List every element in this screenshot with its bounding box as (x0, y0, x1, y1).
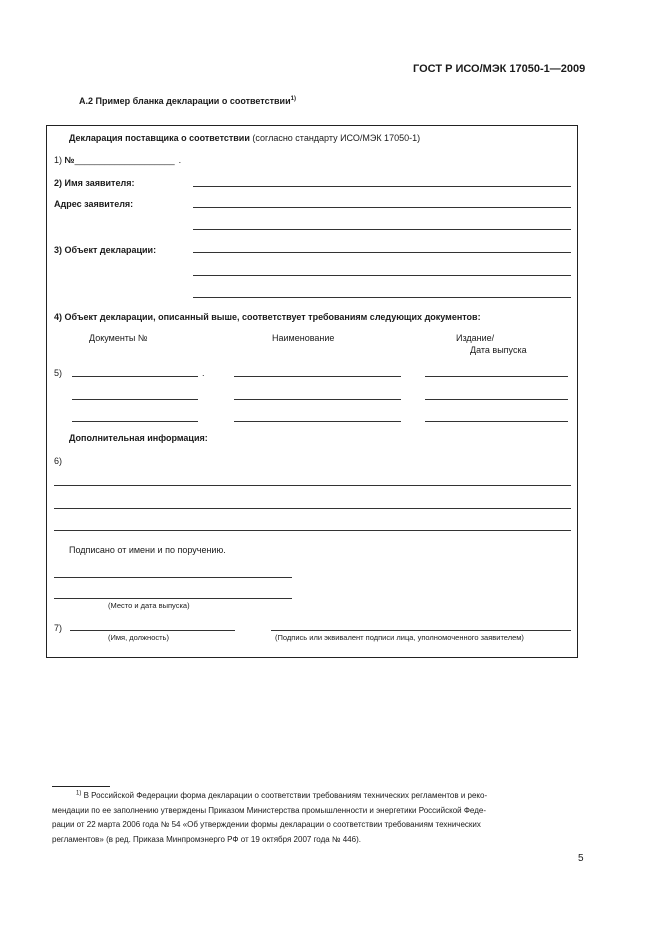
column-release-date: Дата выпуска (470, 345, 527, 355)
additional-info-field-2[interactable] (54, 508, 571, 509)
page-number: 5 (578, 853, 584, 864)
applicant-address-label: Адрес заявителя: (54, 199, 134, 209)
signature-field[interactable] (271, 630, 571, 631)
footnote-marker: 1) (76, 790, 82, 797)
conformity-statement: 4) Объект декларации, описанный выше, соответствует требованиям следующих документов: (54, 312, 481, 322)
signer-field[interactable] (54, 577, 292, 578)
additional-info-field-3[interactable] (54, 530, 571, 531)
document-name-field-2[interactable] (234, 399, 401, 400)
column-documents: Документы № (89, 333, 148, 343)
footnote (52, 789, 592, 847)
item5-dot: . (202, 368, 205, 378)
item1-dot: . (178, 155, 182, 165)
declaration-object-field-3[interactable] (193, 297, 571, 298)
item1-blank[interactable]: ____________________ (74, 155, 175, 165)
footnote-text-1: В Российской Федерации форма декларации о соответствии требованиям технических регламентов и реко- (81, 791, 488, 800)
applicant-name-field[interactable] (193, 186, 571, 187)
document-number-field-2[interactable] (72, 399, 198, 400)
item5-label: 5) (54, 368, 63, 378)
form-title-bold: Декларация поставщика о соответствии (69, 133, 250, 143)
footnote-line-3: рации от 22 марта 2006 года № 54 «Об утверждении формы декларации о соответствии требованиям технических (52, 820, 481, 829)
document-edition-field-2[interactable] (425, 399, 568, 400)
declaration-object-field-2[interactable] (193, 275, 571, 276)
document-edition-field-1[interactable] (425, 376, 568, 377)
signature-caption: (Подпись или эквивалент подписи лица, уполномоченного заявителем) (275, 633, 524, 642)
signed-on-behalf-text: Подписано от имени и по поручению. (69, 545, 226, 555)
applicant-name-label: 2) Имя заявителя: (54, 178, 135, 188)
item1-line (54, 155, 181, 165)
section-title-text: А.2 Пример бланка декларации о соответствии (79, 96, 291, 106)
item6-label: 6) (54, 456, 63, 466)
document-number-field-3[interactable] (72, 421, 198, 422)
document-edition-field-3[interactable] (425, 421, 568, 422)
document-number-field-1[interactable] (72, 376, 198, 377)
standard-header: ГОСТ Р ИСО/МЭК 17050-1—2009 (413, 63, 586, 75)
name-position-field[interactable] (70, 630, 235, 631)
document-name-field-1[interactable] (234, 376, 401, 377)
column-edition: Издание/ (456, 333, 495, 343)
footnote-line-2: мендации по ее заполнению утверждены Приказом Министерства промышленности и энергетики Российской Феде- (52, 805, 486, 815)
additional-info-label: Дополнительная информация: (69, 433, 208, 443)
form-title (69, 133, 420, 143)
item1-prefix: 1) (54, 155, 65, 165)
place-date-caption: (Место и дата выпуска) (108, 601, 190, 610)
section-title (79, 96, 296, 106)
name-position-caption: (Имя, должность) (108, 633, 169, 642)
column-name: Наименование (272, 333, 335, 343)
item7-label: 7) (54, 623, 63, 633)
applicant-address-field-2[interactable] (193, 229, 571, 230)
form-title-rest: (согласно стандарту ИСО/МЭК 17050-1) (249, 133, 421, 143)
item1-number-sign: № (64, 155, 75, 165)
declaration-object-label: 3) Объект декларации: (54, 245, 157, 255)
declaration-object-field-1[interactable] (193, 252, 571, 253)
footnote-line-1 (52, 789, 592, 804)
document-name-field-3[interactable] (234, 421, 401, 422)
footnote-separator (52, 786, 110, 787)
footnote-ref: 1) (290, 96, 296, 102)
footnote-line-4: регламентов» (в ред. Приказа Минпромэнерго РФ от 19 октября 2007 года № 446). (52, 834, 361, 844)
additional-info-field-1[interactable] (54, 485, 571, 486)
place-date-field[interactable] (54, 598, 292, 599)
applicant-address-field-1[interactable] (193, 207, 571, 208)
